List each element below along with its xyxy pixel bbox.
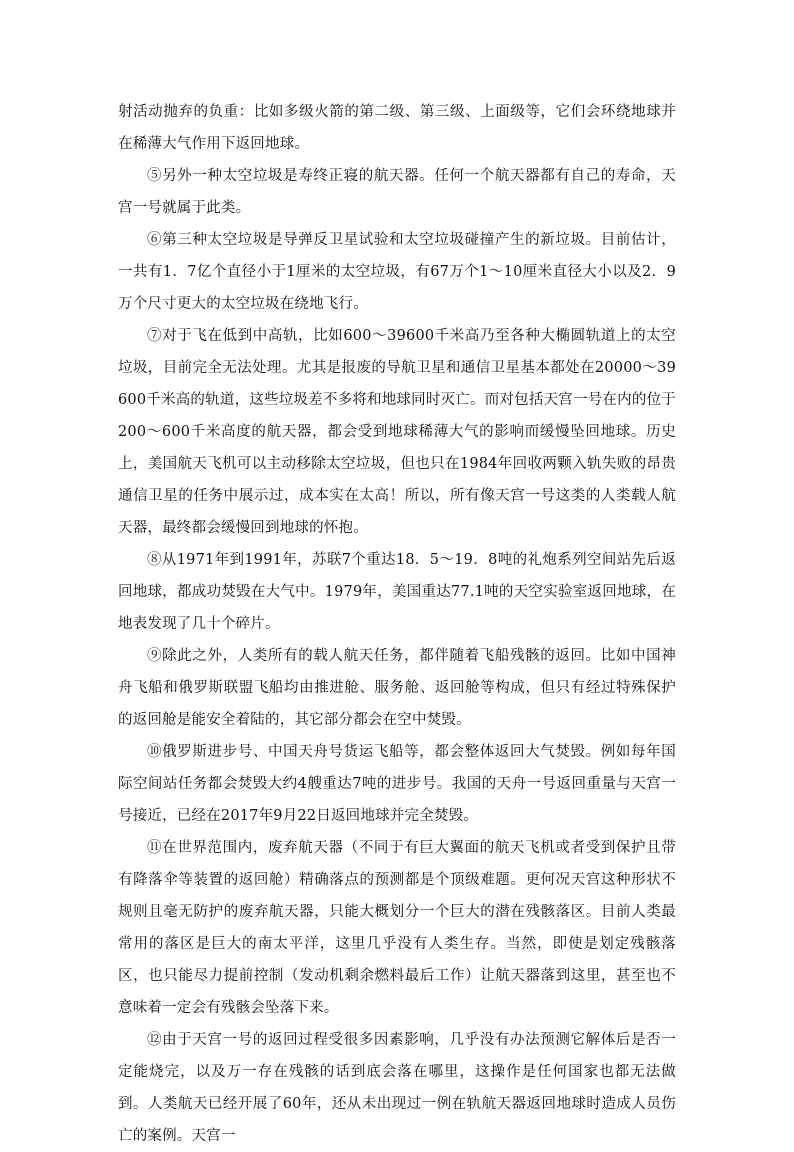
paragraph-11: ⑪在世界范围内，废弃航天器（不同于有巨大翼面的航天飞机或者受到保护且带有降落伞等装置的返回舱）精确落点的预测都是个顶级难题。更何况天宫这种形状不规则且毫无防护的废弃航天器，只能大概划分一个巨大的潜在残骸落区。目前人类最常用的落区是巨大的南太平洋，这里几乎没有人类生存。当然，即使是划定残骸落区，也只能尽力提前控制（发动机剩余燃料最后工作）让航天器落到这里，甚至也不意味着一定会有残骸会坠落下来。: [118, 840, 676, 1016]
paragraph-continuation: 射活动抛弃的负重：比如多级火箭的第二级、第三级、上面级等，它们会环绕地球并在稀薄大气作用下返回地球。: [118, 104, 676, 152]
paragraph-7: ⑦对于飞在低到中高轨，比如600～39600千米高乃至各种大椭圆轨道上的太空垃圾，目前完全无法处理。尤其是报废的导航卫星和通信卫星基本都处在20000～39600千米高的轨道，这些垃圾差不多将和地球同时灭亡。而对包括天宫一号在内的位于200～600千米高度的航天器，都会受到地球稀薄大气的影响而缓慢坠回地球。历史上，美国航天飞机可以主动移除太空垃圾，但也只在1984年回收两颗入轨失败的昂贵通信卫星的任务中展示过，成本实在太高！所以，所有像天宫一号这类的人类载人航天器，最终都会缓慢回到地球的怀抱。: [118, 328, 676, 536]
paragraph-8: ⑧从1971年到1991年，苏联7个重达18．5～19．8吨的礼炮系列空间站先后返回地球，都成功焚毁在大气中。1979年，美国重达77.1吨的天空实验室返回地球，在地表发现了几十个碎片。: [118, 552, 676, 632]
paragraph-6: ⑥第三种太空垃圾是导弹反卫星试验和太空垃圾碰撞产生的新垃圾。目前估计，一共有1．7亿个直径小于1厘米的太空垃圾，有67万个1～10厘米直径大小以及2．9万个尺寸更大的太空垃圾在绕地飞行。: [118, 232, 676, 312]
paragraph-12: ⑫由于天宫一号的返回过程受很多因素影响，几乎没有办法预测它解体后是否一定能烧完，以及万一存在残骸的话到底会落在哪里，这操作是任何国家也都无法做到。人类航天已经开展了60年，还从未出现过一例在轨航天器返回地球时造成人员伤亡的案例。天宫一: [118, 1032, 676, 1144]
paragraph-5: ⑤另外一种太空垃圾是寿终正寝的航天器。任何一个航天器都有自己的寿命，天宫一号就属于此类。: [118, 168, 676, 216]
paragraph-10: ⑩俄罗斯进步号、中国天舟号货运飞船等，都会整体返回大气焚毁。例如每年国际空间站任务都会焚毁大约4艘重达7吨的进步号。我国的天舟一号返回重量与天宫一号接近，已经在2017年9月22日返回地球并完全焚毁。: [118, 744, 676, 824]
paragraph-9: ⑨除此之外，人类所有的载人航天任务，都伴随着飞船残骸的返回。比如中国神舟飞船和俄罗斯联盟飞船均由推进舱、服务舱、返回舱等构成，但只有经过特殊保护的返回舱是能安全着陆的，其它部分都会在空中焚毁。: [118, 648, 676, 728]
